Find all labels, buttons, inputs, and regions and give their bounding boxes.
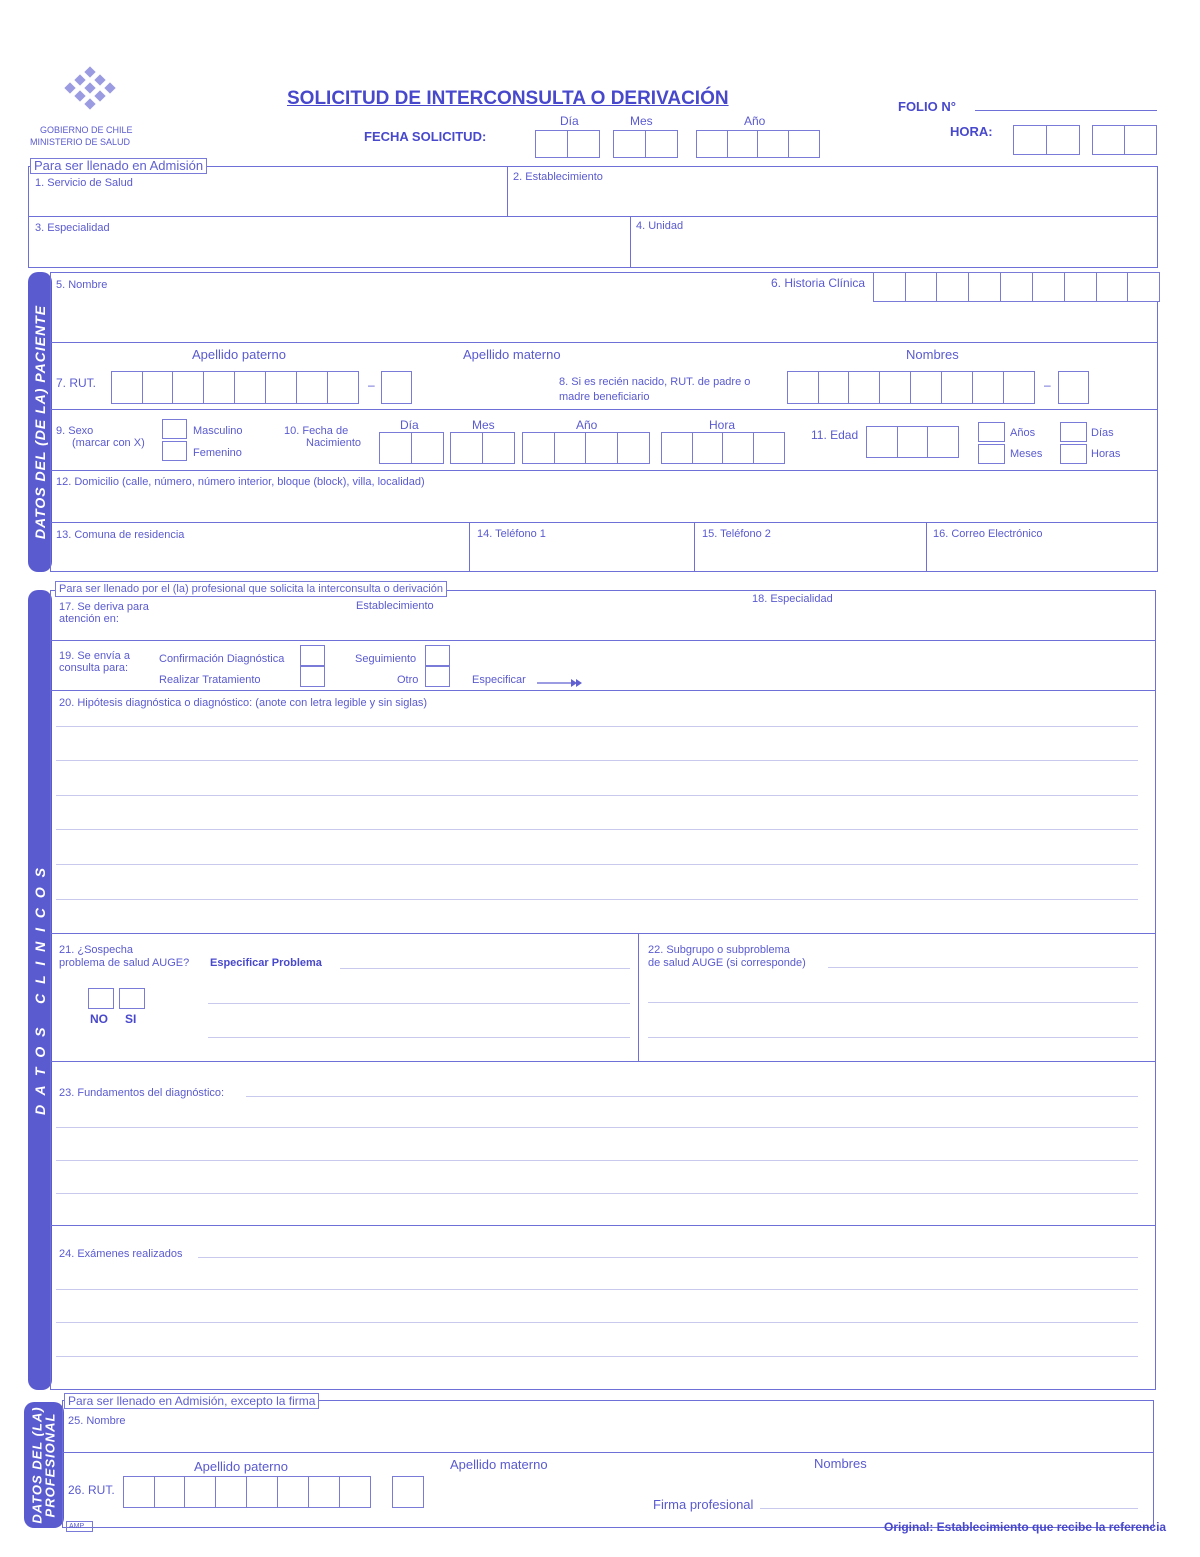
subgrupo-line[interactable]: [648, 1037, 1138, 1038]
fecha-nac-label-1: 10. Fecha de: [284, 425, 349, 437]
footer-stamp: AMP: [66, 1521, 93, 1532]
otro-label: Otro: [397, 674, 419, 686]
masculino-checkbox[interactable]: [162, 419, 187, 439]
anios-label: Años: [1010, 427, 1036, 439]
confirmacion-label: Confirmación Diagnóstica: [159, 653, 285, 665]
fecha-mes-label: Mes: [630, 114, 653, 128]
original-note: Original: Establecimiento que recibe la referencia: [884, 1520, 1167, 1534]
page-title: SOLICITUD DE INTERCONSULTA O DERIVACIÓN: [287, 88, 729, 109]
gov-line2: MINISTERIO DE SALUD: [30, 137, 131, 147]
rut-input[interactable]: [112, 371, 359, 404]
telefono2-label: 15. Teléfono 2: [702, 528, 771, 540]
femenino-label: Femenino: [193, 447, 242, 459]
rut-padre-dash: –: [1044, 378, 1051, 392]
nac-dia-input[interactable]: [380, 432, 444, 464]
firma-label: Firma profesional: [653, 1497, 754, 1512]
clinicos-note: Para ser llenado por el (la) profesional que solicita la interconsulta o derivación: [55, 581, 447, 597]
sexo-label-1: 9. Sexo: [56, 425, 94, 437]
folio-line[interactable]: [975, 110, 1157, 111]
femenino-checkbox[interactable]: [162, 441, 187, 461]
ministry-logo: [52, 62, 122, 120]
profesional-rut-label: 26. RUT.: [68, 1483, 115, 1497]
deriva-label-2: atención en:: [59, 613, 119, 625]
hipotesis-label: 20. Hipótesis diagnóstica o diagnóstico: (anote con letra legible y sin siglas): [59, 697, 428, 709]
fundamentos-label: 23. Fundamentos del diagnóstico:: [59, 1087, 225, 1099]
auge-no-label: NO: [90, 1012, 108, 1026]
sexo-label-2: (marcar con X): [72, 437, 145, 449]
hipotesis-line[interactable]: [56, 829, 1138, 830]
horas-checkbox[interactable]: [1060, 444, 1087, 464]
nac-hora-label: Hora: [709, 418, 736, 432]
fundamentos-line[interactable]: [246, 1096, 1138, 1097]
hora-label: HORA:: [950, 124, 993, 139]
seguimiento-label: Seguimiento: [355, 653, 417, 665]
arrow-right-icon: [537, 675, 583, 693]
rut-padre-dv-input[interactable]: [1058, 371, 1089, 404]
especialidad-label: 3. Especialidad: [35, 222, 110, 234]
profesional-nombre-label: 25. Nombre: [68, 1415, 126, 1427]
historia-clinica-input[interactable]: [874, 272, 1160, 302]
anios-checkbox[interactable]: [978, 422, 1005, 442]
nac-mes-input[interactable]: [451, 432, 515, 464]
profesional-side-label: [24, 1402, 64, 1528]
admision-note: Para ser llenado en Admisión: [30, 158, 207, 174]
examenes-line[interactable]: [56, 1356, 1138, 1357]
subgrupo-line[interactable]: [648, 1002, 1138, 1003]
historia-clinica-label: 6. Historia Clínica: [771, 276, 866, 290]
subgrupo-label-2: de salud AUGE (si corresponde): [648, 957, 806, 969]
nombre-label: 5. Nombre: [56, 279, 108, 291]
prof-apellido-paterno-label: Apellido paterno: [194, 1459, 288, 1474]
rut-padre-input[interactable]: [788, 371, 1035, 404]
clinicos-side-label: D A T O S C L I N I C O S: [28, 590, 52, 1390]
deriva-establecimiento-label: Establecimiento: [356, 600, 434, 612]
nac-anio-input[interactable]: [523, 432, 650, 464]
nac-dia-label: Día: [400, 418, 419, 432]
fundamentos-line[interactable]: [56, 1160, 1138, 1161]
nombres-label: Nombres: [906, 347, 959, 362]
servicio-salud-label: 1. Servicio de Salud: [35, 177, 133, 189]
subgrupo-line[interactable]: [828, 967, 1138, 968]
profesional-rut-dv-input[interactable]: [392, 1476, 424, 1508]
hipotesis-line[interactable]: [56, 795, 1138, 796]
rut-dv-input[interactable]: [381, 371, 412, 404]
auge-si-label: SI: [125, 1012, 137, 1026]
hipotesis-line[interactable]: [56, 726, 1138, 727]
prof-apellido-materno-label: Apellido materno: [450, 1457, 548, 1472]
fecha-dia-input[interactable]: [536, 130, 600, 158]
horas-label: Horas: [1091, 448, 1121, 460]
unidad-label: 4. Unidad: [636, 220, 684, 232]
fecha-dia-label: Día: [560, 114, 579, 128]
edad-label: 11. Edad: [811, 428, 859, 442]
nac-hora-input[interactable]: [662, 432, 785, 464]
apellido-paterno-label: Apellido paterno: [192, 347, 286, 362]
fecha-nac-label-2: Nacimiento: [306, 437, 362, 449]
fundamentos-line[interactable]: [56, 1127, 1138, 1128]
rut-padre-label-2: madre beneficiario: [559, 391, 650, 403]
telefono1-label: 14. Teléfono 1: [477, 528, 546, 540]
auge-label-1: 21. ¿Sospecha: [59, 944, 133, 956]
edad-input[interactable]: [867, 426, 959, 458]
fecha-solicitud-label: FECHA SOLICITUD:: [364, 129, 487, 144]
deriva-especialidad-label: 18. Especialidad: [752, 593, 833, 605]
examenes-label: 24. Exámenes realizados: [59, 1248, 183, 1260]
auge-si-checkbox[interactable]: [119, 988, 145, 1009]
apellido-materno-label: Apellido materno: [463, 347, 561, 362]
fecha-mes-input[interactable]: [614, 130, 678, 158]
meses-label: Meses: [1010, 448, 1043, 460]
consulta-label-1: 19. Se envía a: [59, 650, 130, 662]
especificar-problema-label: Especificar Problema: [210, 957, 322, 969]
realizar-label: Realizar Tratamiento: [159, 674, 261, 686]
deriva-label-1: 17. Se deriva para: [59, 601, 149, 613]
problema-line[interactable]: [340, 968, 630, 969]
dias-checkbox[interactable]: [1060, 422, 1087, 442]
nac-anio-label: Año: [576, 418, 598, 432]
dias-label: Días: [1091, 427, 1114, 439]
fundamentos-line[interactable]: [56, 1193, 1138, 1194]
profesional-rut-input[interactable]: [124, 1476, 371, 1508]
problema-line[interactable]: [208, 1003, 630, 1004]
problema-line[interactable]: [208, 1037, 630, 1038]
auge-label-2: problema de salud AUGE?: [59, 957, 190, 969]
otro-checkbox[interactable]: [425, 666, 450, 687]
hipotesis-line[interactable]: [56, 899, 1138, 900]
rut-padre-label-1: 8. Si es recién nacido, RUT. de padre o: [559, 376, 751, 388]
masculino-label: Masculino: [193, 425, 243, 437]
meses-checkbox[interactable]: [978, 444, 1005, 464]
gov-line1: GOBIERNO DE CHILE: [40, 125, 133, 135]
fecha-anio-label: Año: [744, 114, 766, 128]
firma-line[interactable]: [760, 1508, 1138, 1509]
paciente-side-label: DATOS DEL (DE LA) PACIENTE: [28, 272, 52, 572]
auge-no-checkbox[interactable]: [88, 988, 114, 1009]
ministry-logo-icon: [52, 62, 122, 120]
prof-nombres-label: Nombres: [814, 1456, 867, 1471]
examenes-line[interactable]: [56, 1289, 1138, 1290]
comuna-label: 13. Comuna de residencia: [56, 529, 185, 541]
examenes-line[interactable]: [56, 1322, 1138, 1323]
folio-label: FOLIO N°: [898, 99, 956, 114]
examenes-line[interactable]: [198, 1257, 1138, 1258]
confirmacion-checkbox[interactable]: [300, 645, 325, 666]
hora-mm-input[interactable]: [1093, 125, 1157, 155]
realizar-checkbox[interactable]: [300, 666, 325, 687]
profesional-side-line1: DATOS DEL (LA): [30, 1406, 45, 1524]
nac-mes-label: Mes: [472, 418, 495, 432]
subgrupo-label-1: 22. Subgrupo o subproblema: [648, 944, 790, 956]
domicilio-label: 12. Domicilio (calle, número, número interior, bloque (block), villa, localidad): [56, 476, 425, 488]
hora-hh-input[interactable]: [1014, 125, 1080, 155]
profesional-side-line2: PROFESIONAL: [43, 1412, 58, 1518]
correo-label: 16. Correo Electrónico: [933, 528, 1043, 540]
hipotesis-line[interactable]: [56, 760, 1138, 761]
clinicos-section: [50, 590, 1156, 1390]
fecha-anio-input[interactable]: [697, 130, 820, 158]
consulta-label-2: consulta para:: [59, 662, 129, 674]
seguimiento-checkbox[interactable]: [425, 645, 450, 666]
especificar-label: Especificar: [472, 674, 526, 686]
hipotesis-line[interactable]: [56, 864, 1138, 865]
establecimiento-label: 2. Establecimiento: [513, 171, 603, 183]
rut-label: 7. RUT.: [56, 376, 97, 390]
profesional-note: Para ser llenado en Admisión, excepto la firma: [64, 1393, 319, 1409]
rut-dash: –: [368, 378, 375, 392]
